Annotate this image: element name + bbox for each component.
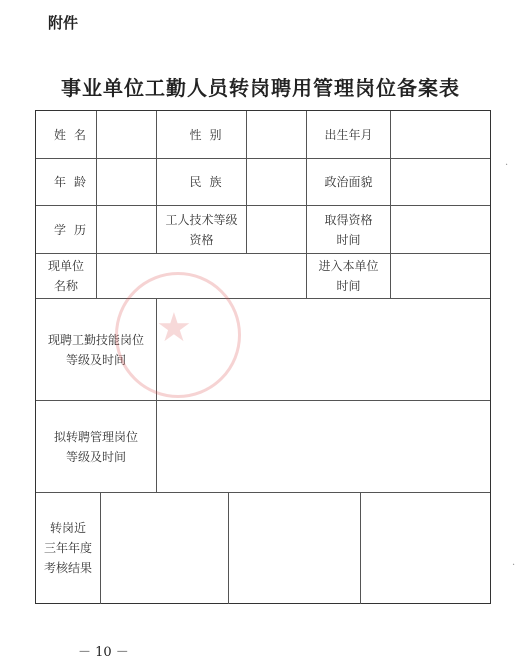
assessment-year2-cell[interactable] (229, 493, 360, 603)
seal-star-icon: ★ (156, 305, 192, 351)
scan-speck: · (505, 160, 509, 171)
ethnicity-value-cell[interactable] (247, 159, 306, 205)
skill-grade-label-line2: 资格 (189, 232, 214, 247)
join-time-label-line2: 时间 (336, 279, 361, 293)
gender-label: 性别 (189, 127, 230, 142)
proposed-post-label-line1: 拟转聘管理岗位 (53, 429, 138, 444)
assessment-year3-cell[interactable] (361, 493, 490, 603)
birth-label: 出生年月 (324, 127, 373, 142)
proposed-post-value-cell[interactable] (157, 401, 490, 492)
political-status-label: 政治面貌 (324, 175, 373, 189)
skill-grade-label (157, 206, 246, 253)
proposed-post-label-line2: 等级及时间 (65, 449, 126, 464)
ethnicity-label: 民族 (189, 175, 230, 189)
current-post-label (36, 299, 156, 400)
attachment-label: 附件 (48, 14, 79, 32)
skill-grade-value-cell[interactable] (247, 206, 306, 253)
current-post-label-line2: 等级及时间 (65, 352, 126, 367)
scan-speck: · (512, 560, 516, 571)
page-number: － 10 － (78, 645, 129, 660)
age-label: 年龄 (53, 175, 94, 189)
obtain-time-label (307, 206, 390, 253)
current-post-value-cell[interactable] (157, 299, 490, 400)
obtain-time-label-line1: 取得资格 (324, 212, 373, 227)
current-unit-label-line1: 现单位 (47, 259, 84, 273)
proposed-post-label (36, 401, 156, 492)
education-label: 学历 (53, 222, 94, 237)
name-value-cell[interactable] (97, 111, 156, 158)
name-label: 姓名 (53, 127, 94, 142)
birth-value-cell[interactable] (391, 111, 490, 158)
current-unit-label-line2: 名称 (53, 279, 78, 293)
obtain-time-label-line2: 时间 (336, 232, 361, 247)
gender-value-cell[interactable] (247, 111, 306, 158)
current-unit-label (36, 254, 96, 298)
join-time-label (307, 254, 390, 298)
current-unit-value-cell[interactable] (97, 254, 306, 298)
assessment-label-line1: 转岗近 (49, 521, 86, 535)
age-value-cell[interactable] (97, 159, 156, 205)
registration-form-table (35, 110, 491, 604)
education-value-cell[interactable] (97, 206, 156, 253)
assessment-label (36, 493, 100, 603)
current-post-label-line1: 现聘工勤技能岗位 (47, 332, 144, 347)
assessment-year1-cell[interactable] (101, 493, 228, 603)
skill-grade-label-line1: 工人技术等级 (165, 212, 238, 227)
join-time-value-cell[interactable] (391, 254, 490, 298)
assessment-label-line3: 考核结果 (43, 561, 92, 575)
assessment-label-line2: 三年年度 (43, 541, 92, 555)
join-time-label-line1: 进入本单位 (318, 259, 379, 273)
form-title: 事业单位工勤人员转岗聘用管理岗位备案表 (61, 76, 460, 100)
obtain-time-value-cell[interactable] (391, 206, 490, 253)
political-status-value-cell[interactable] (391, 159, 490, 205)
